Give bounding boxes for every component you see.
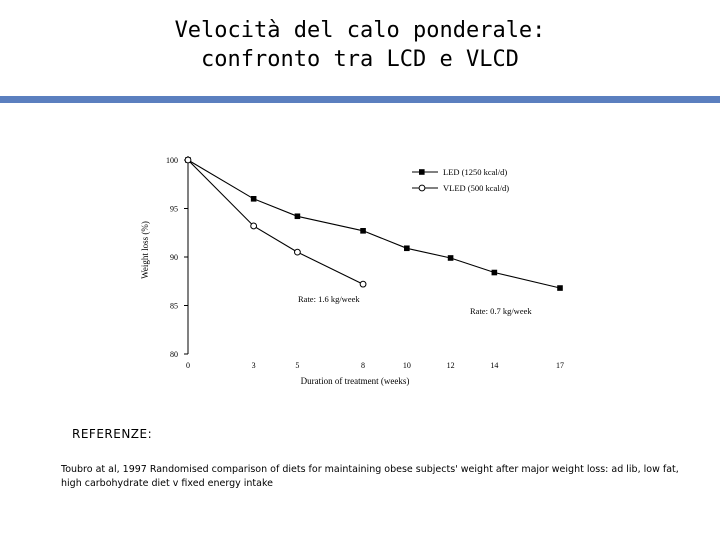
annotation-rate-vled: Rate: 1.6 kg/week — [298, 294, 360, 304]
data-point-led — [251, 196, 257, 202]
title-line-2: confronto tra LCD e VLCD — [201, 47, 519, 72]
data-point-vled — [295, 249, 301, 255]
annotation-rate-led: Rate: 0.7 kg/week — [470, 306, 532, 316]
y-axis-label: Weight loss (%) — [140, 221, 150, 279]
data-point-vled — [251, 223, 257, 229]
x-tick-label: 12 — [446, 361, 455, 370]
reference-line-2: high carbohydrate diet v fixed energy intake — [61, 478, 273, 489]
x-axis-label: Duration of treatment (weeks) — [300, 376, 410, 386]
references-heading: REFERENZE: — [72, 427, 153, 441]
chart-legend — [412, 167, 509, 193]
data-point-led — [360, 228, 366, 234]
x-tick-label: 10 — [402, 361, 411, 370]
data-point-led — [448, 255, 454, 261]
y-tick-label: 90 — [170, 253, 178, 262]
x-tick-label: 0 — [186, 361, 190, 370]
x-tick-label: 5 — [295, 361, 300, 370]
series-line-0 — [188, 160, 560, 288]
data-point-vled — [185, 157, 191, 163]
data-point-led — [295, 213, 301, 219]
references-text — [61, 463, 701, 491]
y-tick-label: 85 — [170, 301, 178, 311]
legend-label-1: VLED (500 kcal/d) — [443, 183, 510, 193]
x-tick-label: 17 — [556, 361, 564, 370]
legend-marker-led — [419, 169, 425, 175]
title-divider — [0, 96, 720, 103]
y-tick-label: 100 — [166, 156, 178, 165]
legend-marker-vled — [419, 185, 425, 191]
data-point-led — [492, 270, 498, 276]
slide-title — [0, 16, 720, 74]
title-line-1: Velocità del calo ponderale: — [174, 18, 546, 43]
chart-series — [185, 157, 563, 291]
weight-loss-chart — [130, 140, 590, 400]
y-tick-label: 80 — [170, 350, 178, 359]
series-line-1 — [188, 160, 363, 284]
x-tick-label: 14 — [490, 361, 499, 370]
reference-line-1: Toubro at al, 1997 Randomised comparison of diets for maintaining obese subjects' weight after major weight loss: ad lib, low fat, — [61, 464, 679, 475]
y-tick-label: 95 — [170, 204, 178, 214]
x-tick-label: 3 — [251, 361, 256, 370]
data-point-vled — [360, 281, 366, 287]
data-point-led — [557, 285, 563, 291]
legend-label-0: LED (1250 kcal/d) — [443, 167, 508, 177]
data-point-led — [404, 245, 410, 251]
x-tick-label: 8 — [361, 361, 366, 370]
